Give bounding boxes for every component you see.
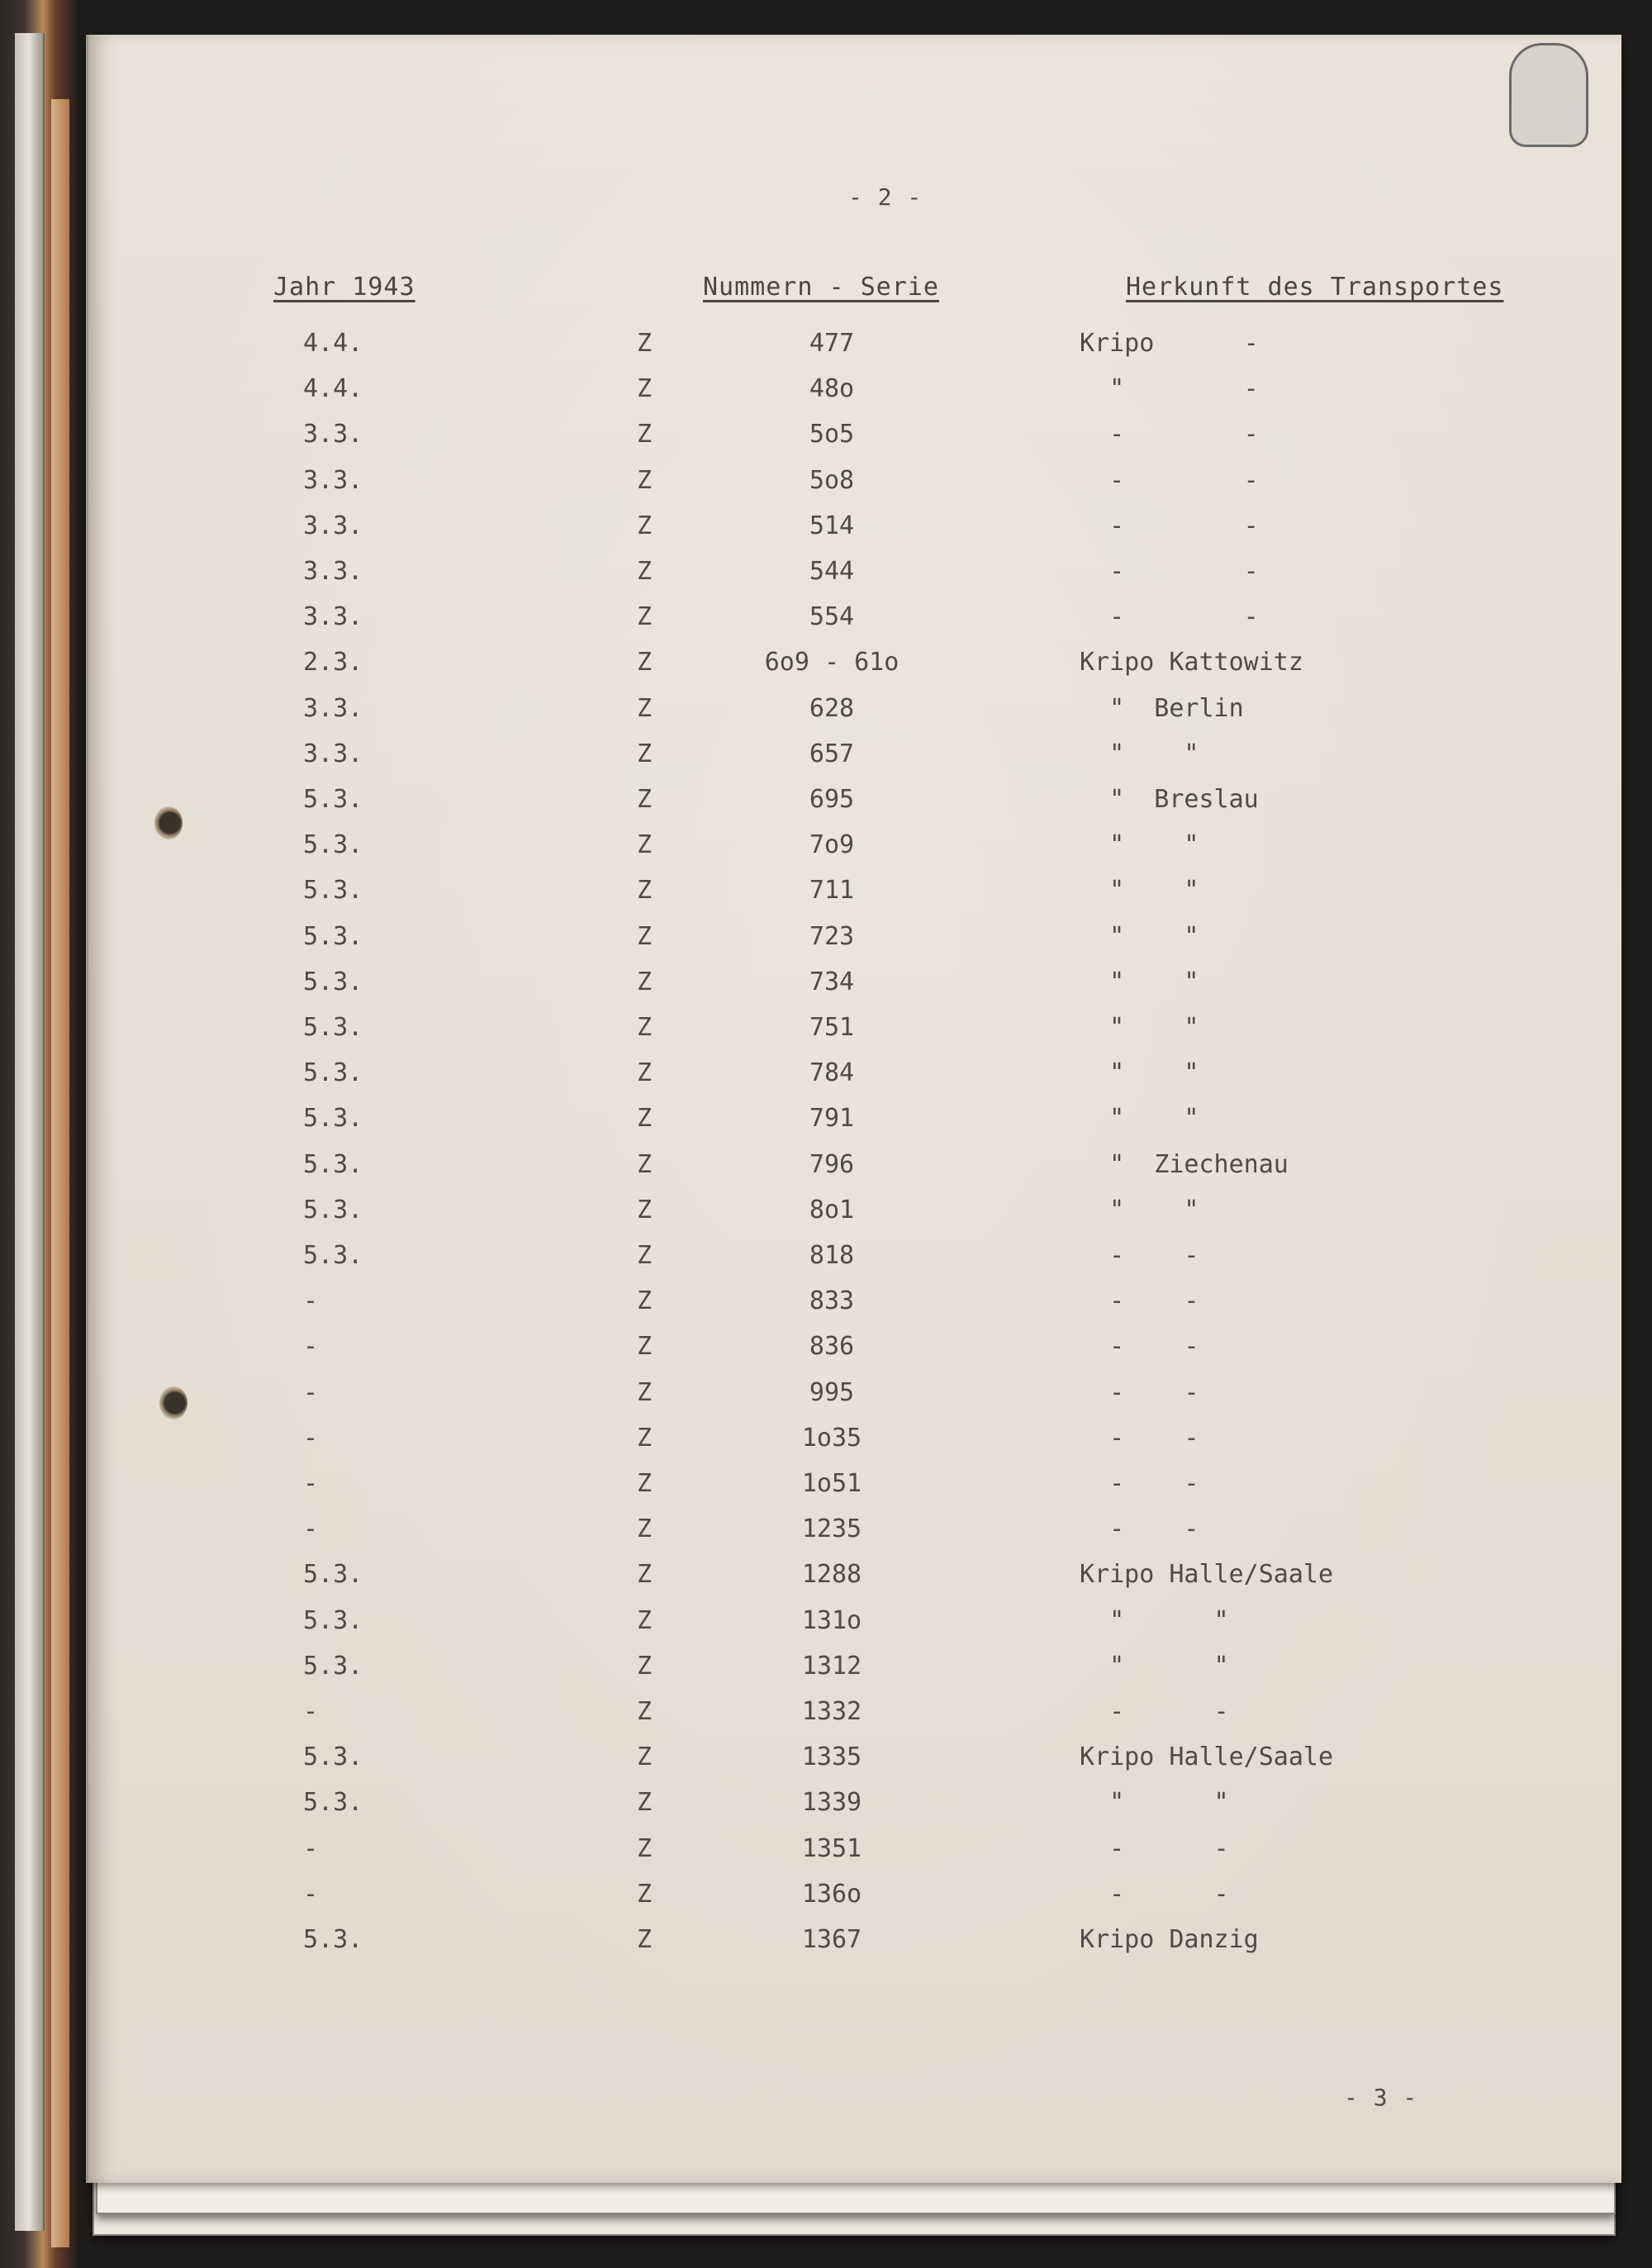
row-date: 3.3. (303, 511, 363, 540)
row-origin: - - (1080, 1833, 1229, 1863)
table-row (88, 1514, 1621, 1560)
row-date: 5.3. (303, 876, 363, 906)
row-number: 1o35 (801, 1423, 862, 1453)
row-origin: Kripo Halle/Saale (1080, 1560, 1334, 1590)
row-origin: - - (1080, 1423, 1199, 1453)
row-series-prefix: Z (637, 1104, 653, 1134)
row-series-prefix: Z (637, 1013, 653, 1042)
row-origin: " " (1080, 1605, 1229, 1635)
table-row (88, 922, 1621, 968)
row-date: 3.3. (303, 602, 363, 632)
row-origin: " " (1080, 876, 1199, 906)
row-date: - (303, 1286, 319, 1316)
row-date: - (303, 1514, 319, 1544)
table-row (88, 1606, 1621, 1652)
row-number: 836 (809, 1332, 855, 1362)
table-row (88, 1424, 1621, 1469)
row-date: 3.3. (303, 693, 363, 723)
row-number: 554 (809, 602, 855, 632)
row-date: 5.3. (303, 1743, 363, 1772)
row-number: 723 (809, 921, 855, 951)
row-series-prefix: Z (637, 1514, 653, 1544)
row-series-prefix: Z (637, 785, 653, 814)
row-origin: " " (1080, 1013, 1199, 1042)
row-origin: " " (1080, 1058, 1199, 1088)
row-origin: - - (1080, 511, 1259, 540)
row-date: 5.3. (303, 830, 363, 860)
row-date: - (303, 1423, 319, 1453)
row-date: 5.3. (303, 1241, 363, 1270)
row-date: 5.3. (303, 1058, 363, 1088)
folder-cover-edge (51, 99, 69, 2247)
row-series-prefix: Z (637, 1788, 653, 1818)
page-number-top: - 2 - (848, 183, 923, 211)
row-series-prefix: Z (637, 1697, 653, 1726)
row-date: - (303, 1332, 319, 1362)
table-row (88, 1378, 1621, 1424)
row-number: 477 (809, 329, 855, 358)
paper-clip-icon (1509, 43, 1588, 147)
table-row (88, 694, 1621, 739)
row-origin: " " (1080, 1195, 1199, 1224)
row-number: 818 (809, 1241, 855, 1270)
row-number: 1335 (801, 1743, 862, 1772)
table-row (88, 785, 1621, 830)
row-series-prefix: Z (637, 1833, 653, 1863)
row-origin: " " (1080, 1788, 1229, 1818)
row-number: 734 (809, 967, 855, 996)
row-number: 7o9 (809, 830, 855, 860)
table-row (88, 1697, 1621, 1743)
row-series-prefix: Z (637, 1195, 653, 1224)
row-number: 1332 (801, 1697, 862, 1726)
row-number: 1312 (801, 1651, 862, 1681)
row-origin: - - (1080, 1377, 1199, 1407)
row-date: 2.3. (303, 648, 363, 678)
row-series-prefix: Z (637, 876, 653, 906)
row-origin: Kripo Kattowitz (1080, 648, 1303, 678)
table-row (88, 420, 1621, 465)
row-origin: - - (1080, 1241, 1199, 1270)
row-number: 751 (809, 1013, 855, 1042)
table-row (88, 602, 1621, 648)
row-date: 4.4. (303, 374, 363, 404)
row-date: 5.3. (303, 785, 363, 814)
row-number: 695 (809, 785, 855, 814)
row-series-prefix: Z (637, 329, 653, 358)
row-number: 796 (809, 1149, 855, 1179)
table-row (88, 511, 1621, 557)
document-page (86, 35, 1621, 2183)
row-origin: - - (1080, 420, 1259, 449)
row-origin: - - (1080, 1332, 1199, 1362)
row-date: 3.3. (303, 465, 363, 495)
row-number: 5o5 (809, 420, 855, 449)
row-origin: - - (1080, 1879, 1229, 1909)
row-series-prefix: Z (637, 1377, 653, 1407)
row-number: 5o8 (809, 465, 855, 495)
row-number: 8o1 (809, 1195, 855, 1224)
row-number: 657 (809, 739, 855, 768)
table-row (88, 1925, 1621, 1971)
row-origin: - - (1080, 602, 1259, 632)
row-series-prefix: Z (637, 693, 653, 723)
row-series-prefix: Z (637, 465, 653, 495)
row-number: 544 (809, 557, 855, 586)
row-number: 791 (809, 1104, 855, 1134)
header-year: Jahr 1943 (273, 273, 415, 302)
row-origin: - - (1080, 1469, 1199, 1498)
row-date: - (303, 1833, 319, 1863)
row-date: 5.3. (303, 1013, 363, 1042)
row-date: 5.3. (303, 1149, 363, 1179)
table-row (88, 739, 1621, 785)
row-origin: - - (1080, 557, 1259, 586)
row-series-prefix: Z (637, 967, 653, 996)
table-row (88, 329, 1621, 374)
row-origin: " Ziechenau (1080, 1149, 1289, 1179)
table-row (88, 830, 1621, 876)
row-origin: - - (1080, 465, 1259, 495)
row-origin: Kripo Halle/Saale (1080, 1743, 1334, 1772)
row-date: 5.3. (303, 921, 363, 951)
table-row (88, 374, 1621, 420)
row-date: 5.3. (303, 1104, 363, 1134)
row-date: 5.3. (303, 1195, 363, 1224)
row-series-prefix: Z (637, 557, 653, 586)
row-date: - (303, 1377, 319, 1407)
row-number: 131o (801, 1605, 862, 1635)
row-number: 514 (809, 511, 855, 540)
row-date: 5.3. (303, 1925, 363, 1954)
row-origin: " " (1080, 739, 1199, 768)
row-date: 5.3. (303, 1560, 363, 1590)
row-date: 5.3. (303, 1651, 363, 1681)
row-number: 6o9 - 61o (764, 648, 900, 678)
header-number-series: Nummern - Serie (703, 273, 939, 302)
row-series-prefix: Z (637, 1469, 653, 1498)
row-origin: " " (1080, 1651, 1229, 1681)
row-number: 1351 (801, 1833, 862, 1863)
row-series-prefix: Z (637, 648, 653, 678)
row-number: 784 (809, 1058, 855, 1088)
row-series-prefix: Z (637, 739, 653, 768)
row-date: - (303, 1469, 319, 1498)
row-date: 3.3. (303, 420, 363, 449)
table-row (88, 1104, 1621, 1149)
table-row (88, 1241, 1621, 1286)
row-series-prefix: Z (637, 1332, 653, 1362)
table-row (88, 557, 1621, 602)
table-row (88, 1788, 1621, 1833)
row-number: 1o51 (801, 1469, 862, 1498)
row-origin: Kripo - (1080, 329, 1259, 358)
table-row (88, 876, 1621, 921)
table-row (88, 968, 1621, 1013)
row-series-prefix: Z (637, 1605, 653, 1635)
row-series-prefix: Z (637, 1058, 653, 1088)
row-number: 1235 (801, 1514, 862, 1544)
row-number: 995 (809, 1377, 855, 1407)
row-series-prefix: Z (637, 1423, 653, 1453)
table-row (88, 1058, 1621, 1104)
row-origin: - - (1080, 1514, 1199, 1544)
row-series-prefix: Z (637, 511, 653, 540)
binder-sheet (15, 33, 45, 2231)
row-series-prefix: Z (637, 1925, 653, 1954)
row-date: 5.3. (303, 967, 363, 996)
row-series-prefix: Z (637, 374, 653, 404)
table-row (88, 1652, 1621, 1697)
table-row (88, 1150, 1621, 1196)
table-row (88, 1880, 1621, 1925)
row-number: 628 (809, 693, 855, 723)
row-series-prefix: Z (637, 1743, 653, 1772)
row-series-prefix: Z (637, 830, 653, 860)
row-series-prefix: Z (637, 602, 653, 632)
row-date: 3.3. (303, 557, 363, 586)
row-series-prefix: Z (637, 1241, 653, 1270)
row-number: 48o (809, 374, 855, 404)
row-origin: - - (1080, 1697, 1229, 1726)
row-number: 1367 (801, 1925, 862, 1954)
row-date: 5.3. (303, 1605, 363, 1635)
row-series-prefix: Z (637, 1560, 653, 1590)
row-origin: " " (1080, 830, 1199, 860)
page-number-bottom: - 3 - (1344, 2084, 1418, 2111)
row-number: 1288 (801, 1560, 862, 1590)
row-date: - (303, 1697, 319, 1726)
table-row (88, 1332, 1621, 1377)
row-date: 3.3. (303, 739, 363, 768)
row-series-prefix: Z (637, 1651, 653, 1681)
header-transport-origin: Herkunft des Transportes (1126, 273, 1504, 302)
row-origin: " " (1080, 967, 1199, 996)
table-row (88, 1196, 1621, 1241)
row-number: 136o (801, 1879, 862, 1909)
row-date: 5.3. (303, 1788, 363, 1818)
row-origin: Kripo Danzig (1080, 1925, 1259, 1954)
row-series-prefix: Z (637, 921, 653, 951)
table-row (88, 648, 1621, 693)
row-series-prefix: Z (637, 1149, 653, 1179)
table-row (88, 1286, 1621, 1332)
row-date: 4.4. (303, 329, 363, 358)
row-number: 1339 (801, 1788, 862, 1818)
row-number: 711 (809, 876, 855, 906)
row-origin: " " (1080, 1104, 1199, 1134)
table-row (88, 1560, 1621, 1605)
row-origin: - - (1080, 1286, 1199, 1316)
row-series-prefix: Z (637, 1879, 653, 1909)
row-origin: " Berlin (1080, 693, 1244, 723)
table-row (88, 1469, 1621, 1514)
table-row (88, 1013, 1621, 1058)
row-number: 833 (809, 1286, 855, 1316)
table-row (88, 1743, 1621, 1788)
row-date: - (303, 1879, 319, 1909)
row-origin: " " (1080, 921, 1199, 951)
row-series-prefix: Z (637, 1286, 653, 1316)
row-series-prefix: Z (637, 420, 653, 449)
table-row (88, 1834, 1621, 1880)
table-row (88, 466, 1621, 511)
row-origin: " Breslau (1080, 785, 1259, 814)
row-origin: " - (1080, 374, 1259, 404)
